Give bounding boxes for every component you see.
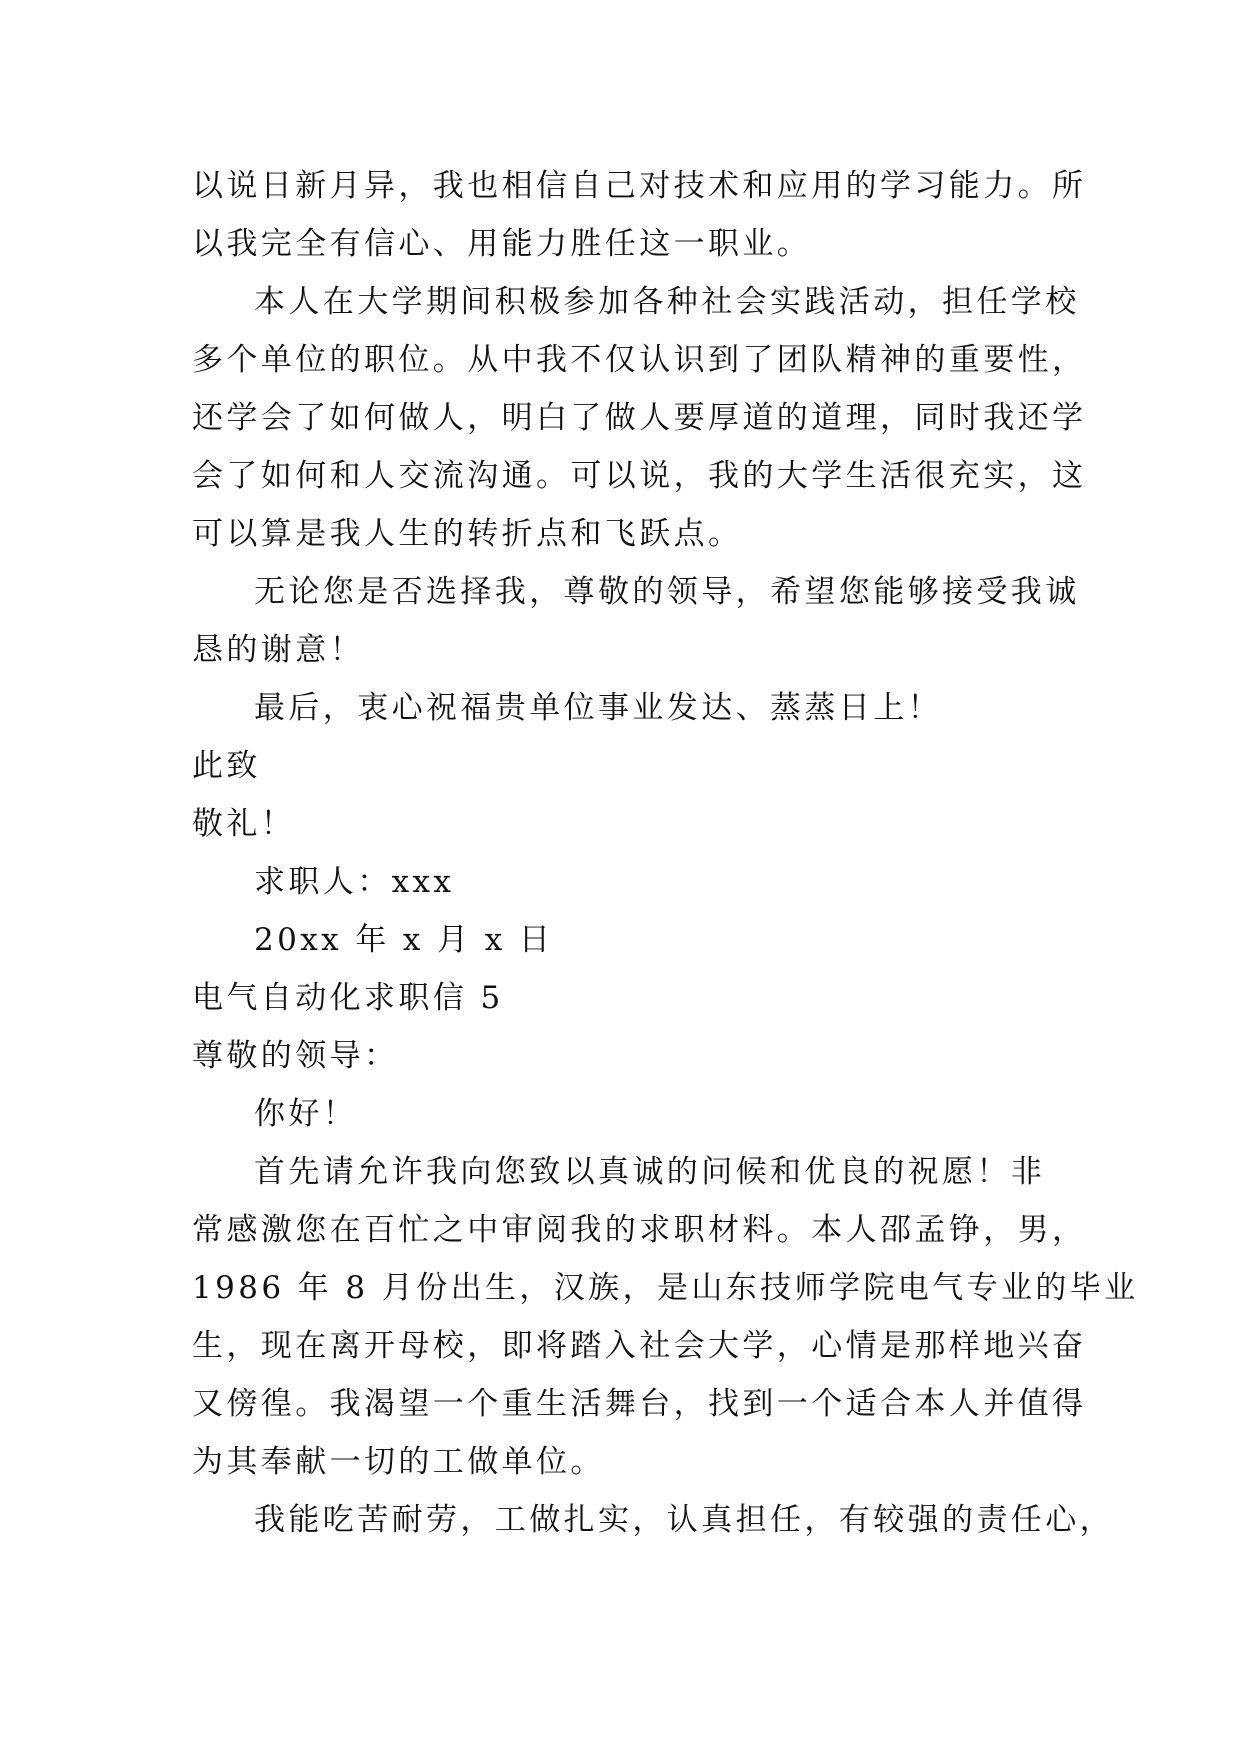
- paragraph-first-line: 本人在大学期间积极参加各种社会实践活动，担任学校: [254, 284, 1080, 320]
- body-line: 以说日新月异，我也相信自己对技术和应用的学习能力。所: [192, 168, 1087, 204]
- body-line: 恳的谢意！: [192, 632, 364, 668]
- body-line: 还学会了如何做人，明白了做人要厚道的道理，同时我还学: [192, 400, 1087, 436]
- body-line: 以我完全有信心、用能力胜任这一职业。: [192, 226, 812, 262]
- paragraph-first-line: 无论您是否选择我，尊敬的领导，希望您能够接受我诚: [254, 574, 1080, 610]
- body-line: 常感激您在百忙之中审阅我的求职材料。本人邵孟铮，男，: [192, 1212, 1087, 1248]
- section-heading: 电气自动化求职信 5: [192, 980, 504, 1016]
- body-line: 可以算是我人生的转折点和飞跃点。: [192, 516, 743, 552]
- salutation-jingli: 敬礼！: [192, 806, 296, 842]
- body-line: 1986 年 8 月份出生，汉族，是山东技师学院电气专业的毕业: [192, 1270, 1139, 1306]
- body-line: 多个单位的职位。从中我不仅认识到了团队精神的重要性，: [192, 342, 1087, 378]
- letter-greeting: 尊敬的领导：: [192, 1038, 399, 1074]
- closing-wish: 最后，衷心祝福贵单位事业发达、蒸蒸日上！: [254, 690, 942, 726]
- salutation-cizhi: 此致: [192, 748, 261, 784]
- applicant-signature: 求职人：xxx: [254, 864, 455, 900]
- paragraph-first-line: 首先请允许我向您致以真诚的问候和优良的祝愿！非: [254, 1154, 1046, 1190]
- body-line: 又傍徨。我渴望一个重生活舞台，找到一个适合本人并值得: [192, 1386, 1087, 1422]
- body-line: 生，现在离开母校，即将踏入社会大学，心情是那样地兴奋: [192, 1328, 1087, 1364]
- body-line: 会了如何和人交流沟通。可以说，我的大学生活很充实，这: [192, 458, 1087, 494]
- letter-date: 20xx 年 x 月 x 日: [254, 922, 554, 958]
- greeting-hello: 你好！: [254, 1096, 358, 1132]
- body-line: 为其奉献一切的工做单位。: [192, 1444, 605, 1480]
- paragraph-first-line: 我能吃苦耐劳，工做扎实，认真担任，有较强的责任心，: [254, 1502, 1114, 1538]
